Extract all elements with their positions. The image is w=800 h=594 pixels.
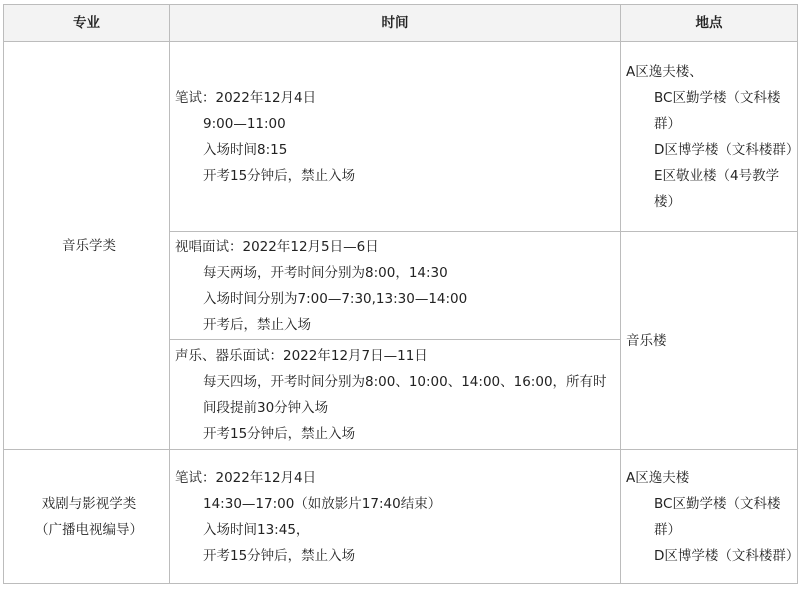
drama-written-line: 开考15分钟后，禁止入场	[203, 547, 356, 564]
table-row	[4, 450, 798, 584]
drama-written-time	[170, 450, 621, 584]
header-row	[4, 5, 798, 42]
place-line: BC区勤学楼（文科楼群）	[654, 495, 781, 538]
sight-singing-line: 开考后，禁止入场	[203, 316, 311, 333]
major-drama-line2: （广播电视编导）	[35, 521, 143, 538]
music-written-line: 开考15分钟后，禁止入场	[203, 167, 356, 184]
major-music: 音乐学类	[4, 42, 170, 450]
music-written-line: 9:00—11:00	[203, 115, 286, 132]
place-line: D区博学楼（文科楼群）	[654, 547, 800, 564]
drama-written-line: 14:30—17:00（如放影片17:40结束）	[203, 495, 442, 512]
vocal-line: 开考15分钟后，禁止入场	[203, 425, 356, 442]
table-row	[4, 42, 798, 232]
music-vocal-time	[170, 340, 621, 450]
vocal-line: 声乐、器乐面试：2022年12月7日—11日	[175, 347, 428, 364]
header-major: 专业	[4, 5, 170, 42]
music-written-line: 入场时间8:15	[203, 141, 288, 158]
sight-singing-line: 入场时间分别为7:00—7:30,13:30—14:00	[203, 290, 468, 307]
music-written-place	[621, 42, 798, 232]
sight-singing-line: 每天两场，开考时间分别为8:00，14:30	[203, 264, 448, 281]
music-written-line: 笔试：2022年12月4日	[175, 89, 317, 106]
place-line: E区敬业楼（4号教学楼）	[654, 167, 780, 210]
music-sight-singing-time	[170, 232, 621, 340]
header-time: 时间	[170, 5, 621, 42]
place-line: A区逸夫楼	[626, 469, 690, 486]
major-drama-line1: 戏剧与影视学类	[41, 495, 137, 512]
drama-written-line: 入场时间13:45，	[203, 521, 310, 538]
vocal-line: 每天四场，开考时间分别为8:00、10:00、14:00、16:00，所有时间段提前30分钟入场	[203, 373, 607, 416]
drama-written-line: 笔试：2022年12月4日	[175, 469, 317, 486]
sight-singing-line: 视唱面试：2022年12月5日—6日	[175, 238, 379, 255]
drama-place	[621, 450, 798, 584]
exam-schedule-table	[3, 4, 798, 584]
music-interview-place: 音乐楼	[621, 232, 798, 450]
header-place: 地点	[621, 5, 798, 42]
major-drama	[4, 450, 170, 584]
place-line: A区逸夫楼、	[626, 63, 703, 80]
music-written-time	[170, 42, 621, 232]
place-line: BC区勤学楼（文科楼群）	[654, 89, 781, 132]
place-line: D区博学楼（文科楼群）	[654, 141, 800, 158]
